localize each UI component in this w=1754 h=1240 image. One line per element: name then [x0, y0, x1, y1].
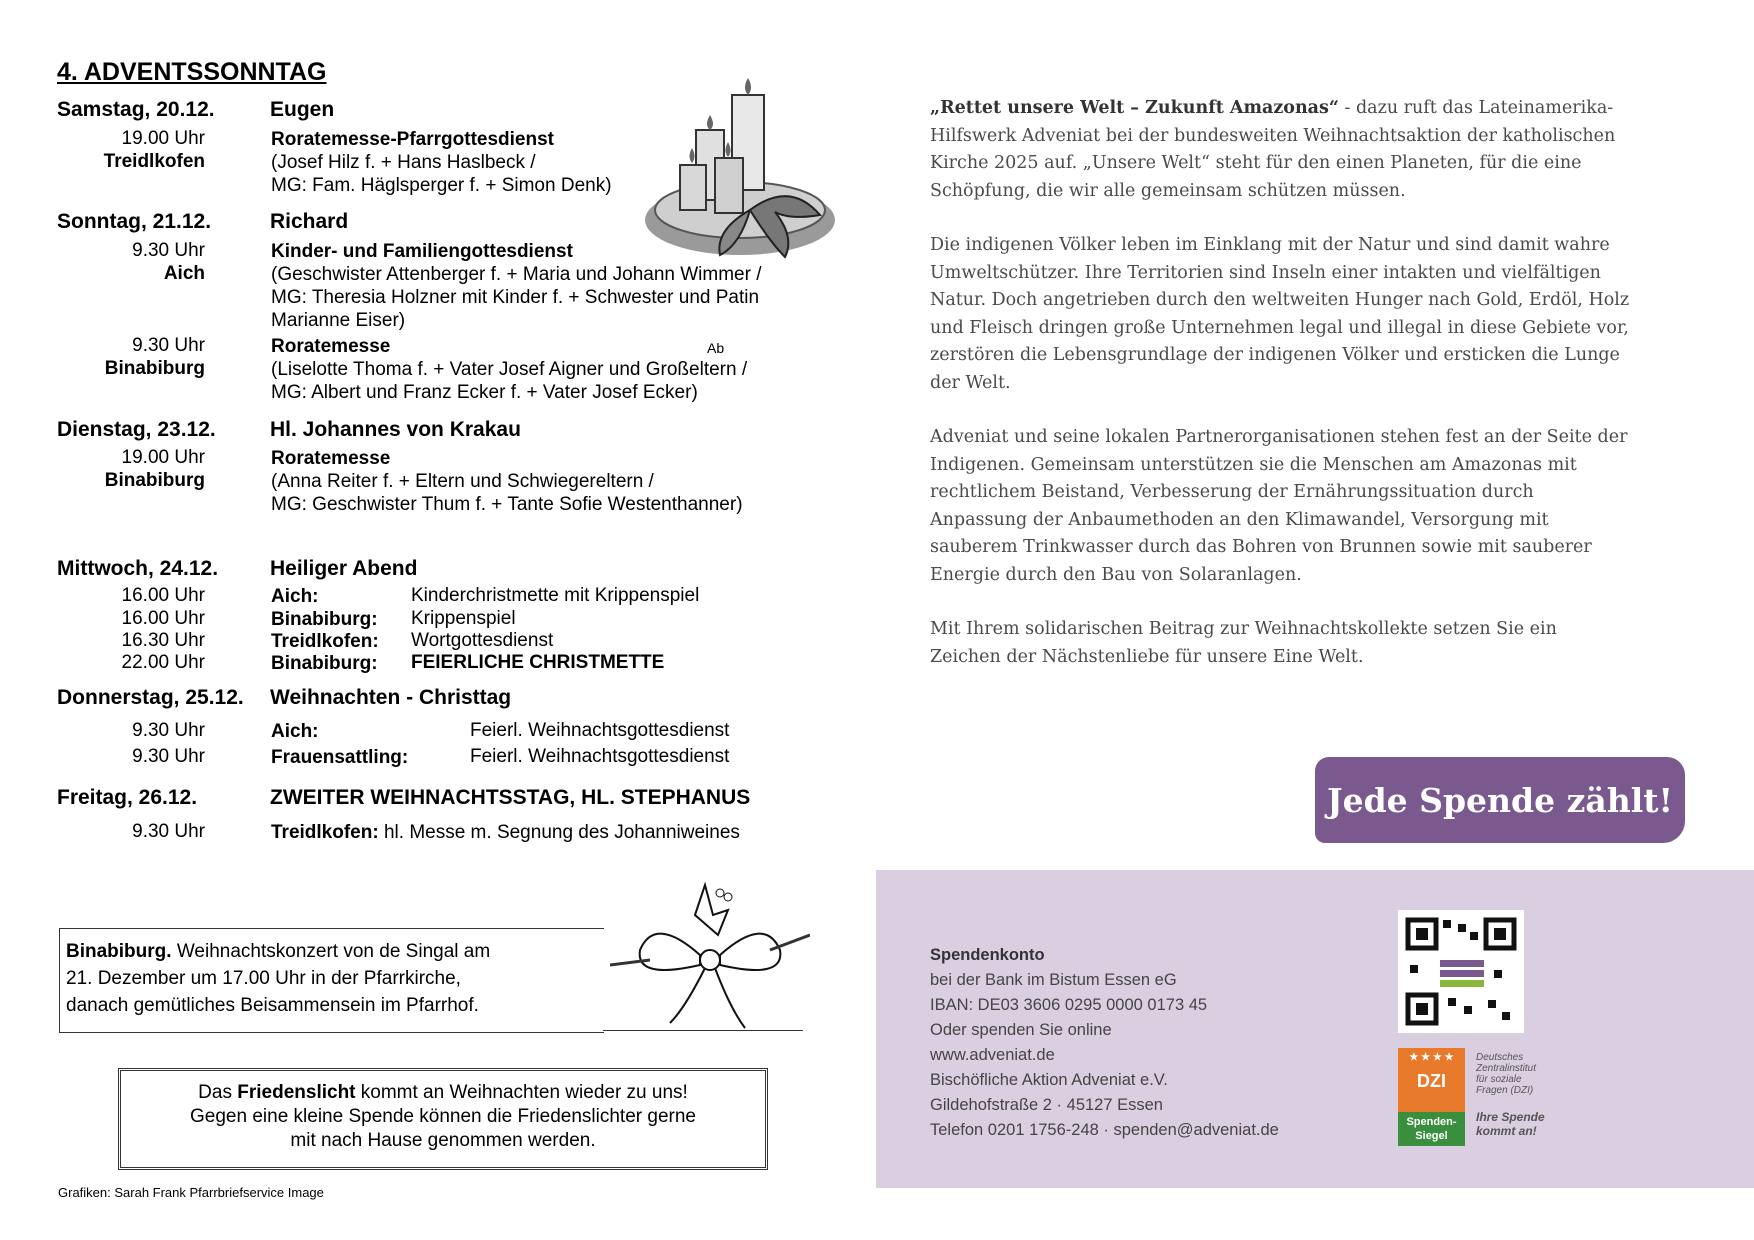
day-name: Weihnachten - Christtag: [270, 686, 512, 709]
dzi-seal: [1398, 1048, 1465, 1146]
concert-line: 21. Dezember um 17.00 Uhr in der Pfarrkirche,: [66, 968, 461, 989]
dzi-seal-text: Siegel: [1415, 1130, 1448, 1142]
mass-place: Frauensattling:: [271, 747, 409, 768]
day-heading-friday: [57, 786, 807, 810]
mass-intention: MG: Theresia Holzner mit Kinder f. + Schwester und Patin: [271, 287, 760, 308]
mass-time: 22.00 Uhr: [121, 652, 205, 673]
mass-time: 16.00 Uhr: [121, 608, 205, 629]
mass-title: Kinder- und Familiengottesdienst: [271, 241, 573, 262]
dzi-label: DZI: [1417, 1071, 1446, 1091]
adveniat-paragraph: Mit Ihrem solidarischen Beitrag zur Weihnachtskollekte setzen Sie ein Zeichen der Nächstenliebe für unsere Eine Welt.: [930, 619, 1557, 667]
mass-time: 9.30 Uhr: [132, 746, 205, 767]
day-date: Samstag, 20.12.: [57, 98, 215, 121]
mass-intention: (Liselotte Thoma f. + Vater Josef Aigner und Großeltern /: [271, 359, 748, 380]
mass-intention: (Josef Hilz f. + Hans Haslbeck /: [271, 152, 536, 173]
mass-place: Treidlkofen:: [271, 822, 379, 843]
mass-time: 9.30 Uhr: [132, 720, 205, 741]
mass-intention: (Geschwister Attenberger f. + Maria und Johann Wimmer /: [271, 264, 762, 285]
mass-time: 9.30 Uhr: [132, 335, 205, 356]
donation-account: [930, 943, 1279, 1143]
day-date: Dienstag, 23.12.: [57, 418, 216, 441]
day-date: Donnerstag, 25.12.: [57, 686, 244, 709]
dzi-description: [1476, 1052, 1545, 1138]
dzi-seal-text: Spenden-: [1406, 1116, 1457, 1128]
mass-time: 19.00 Uhr: [121, 447, 205, 468]
mass-place: Aich:: [271, 721, 319, 742]
day-date: Mittwoch, 24.12.: [57, 557, 219, 580]
account-line: Telefon 0201 1756-248 · spenden@adveniat.de: [930, 1121, 1279, 1139]
day-date: Sonntag, 21.12.: [57, 210, 212, 233]
mass-intention: Marianne Eiser): [271, 310, 406, 331]
account-line: IBAN: DE03 3606 0295 0000 0173 45: [930, 996, 1208, 1014]
mass-place: Binabiburg: [104, 358, 205, 379]
adveniat-headline: „Rettet unsere Welt – Zukunft Amazonas“: [930, 98, 1339, 118]
adveniat-paragraph: Adveniat und seine lokalen Partnerorganisationen stehen fest an der Seite der Indigenen. Gemeinsam unterstützen sie die Menschen am Amazonas mit rechtlichem Beistand, Verbesserung der Ernährungssituation durch Anpassung der Anbaumethoden an den Klimawandel, Versorgung mit sauberem Trinkwasser durch das Bohren von Brunnen sowie mit sauberer Energie durch den Bau von Solaranlagen.: [930, 427, 1628, 585]
mass-intention: MG: Fam. Häglsperger f. + Simon Denk): [271, 175, 612, 196]
account-line: Bischöfliche Aktion Adveniat e.V.: [930, 1071, 1168, 1089]
mass-title: Roratemesse-Pfarrgottesdienst: [271, 129, 554, 150]
note-mark: Ab: [707, 340, 725, 356]
dzi-side-line: für soziale: [1476, 1074, 1522, 1085]
mass-desc: Krippenspiel: [411, 608, 516, 629]
adveniat-text-span: - dazu ruft das Lateinamerika-Hilfswerk Adveniat bei der bundesweiten Weihnachtsaktion der katholischen Kirche 2025 auf. „Unsere Welt“ steht für den einen Planeten, für die eine Schöpfung, die wir alle gemeinsam schützen müssen.: [930, 98, 1616, 201]
day-heading-sunday: [57, 210, 807, 234]
mass-place: Aich: [163, 263, 205, 284]
mass-desc: [271, 821, 740, 844]
dzi-tag-line: Ihre Spende: [1476, 1110, 1545, 1124]
peace-light-bold: Friedenslicht: [237, 1082, 356, 1103]
mass-place: Binabiburg: [104, 470, 205, 491]
peace-light-line: Gegen eine kleine Spende können die Friedenslichter gerne: [190, 1106, 696, 1127]
mass-title: Roratemesse: [271, 448, 391, 469]
mass-desc: Wortgottesdienst: [411, 630, 554, 651]
day-heading-saturday: [57, 98, 807, 122]
mass-desc: Feierl. Weihnachtsgottesdienst: [470, 746, 730, 767]
page-title: 4. ADVENTSSONNTAG: [57, 58, 327, 86]
mass-place: Binabiburg:: [271, 653, 378, 674]
mass-intention: (Anna Reiter f. + Eltern und Schwiegereltern /: [271, 471, 654, 492]
peace-light-box: [118, 1068, 768, 1170]
day-heading-thursday: [57, 686, 807, 710]
dzi-side-line: Zentralinstitut: [1476, 1063, 1537, 1074]
graphics-credit: Grafiken: Sarah Frank Pfarrbriefservice Image: [58, 1185, 324, 1200]
day-heading-wednesday: [57, 557, 807, 581]
mass-place: Treidlkofen: [103, 151, 205, 172]
mass-place: Binabiburg:: [271, 609, 378, 630]
dzi-tag: [1476, 1110, 1545, 1138]
star-icon: ★ ★ ★ ★: [1409, 1052, 1454, 1063]
day-name: Hl. Johannes von Krakau: [270, 418, 521, 441]
day-name: Heiliger Abend: [270, 557, 418, 580]
mass-desc: Feierl. Weihnachtsgottesdienst: [470, 720, 730, 741]
day-name: Richard: [270, 210, 349, 233]
concert-text: [66, 938, 490, 1019]
account-line: www.adveniat.de: [930, 1046, 1055, 1064]
mass-desc: FEIERLICHE CHRISTMETTE: [411, 652, 665, 673]
dzi-side-line: Deutsches: [1476, 1052, 1524, 1063]
mass-place: Treidlkofen:: [271, 631, 379, 652]
holly-bow-illustration: [610, 875, 810, 1050]
day-date: Freitag, 26.12.: [57, 786, 198, 809]
account-line: Gildehofstraße 2 · 45127 Essen: [930, 1096, 1163, 1114]
dzi-seal-bottom: [1398, 1112, 1465, 1146]
qr-code-icon[interactable]: [1398, 910, 1524, 1033]
dzi-side-line: Fragen (DZI): [1476, 1085, 1534, 1096]
donation-banner: Jede Spende zählt!: [1315, 757, 1685, 843]
mass-intention: MG: Geschwister Thum f. + Tante Sofie Westenthanner): [271, 494, 743, 515]
peace-light-line: mit nach Hause genommen werden.: [290, 1130, 596, 1151]
text-span: kommt an Weihnachten wieder zu uns!: [355, 1082, 688, 1103]
dzi-tag-line: kommt an!: [1476, 1124, 1537, 1138]
mass-time: 16.30 Uhr: [121, 630, 205, 651]
mass-title: Roratemesse: [271, 336, 391, 357]
mass-time: 19.00 Uhr: [121, 128, 205, 149]
concert-line: Weihnachtskonzert von de Singal am: [171, 941, 491, 962]
concert-place: Binabiburg.: [66, 941, 172, 962]
text-span: Das: [198, 1082, 238, 1103]
peace-light-line: [121, 1081, 765, 1105]
adveniat-paragraph: [930, 95, 1630, 205]
mass-desc-text: hl. Messe m. Segnung des Johanniweines: [383, 822, 740, 843]
concert-line: danach gemütliches Beisammensein im Pfarrhof.: [66, 995, 479, 1016]
adveniat-paragraph: Die indigenen Völker leben im Einklang mit der Natur und sind damit wahre Umweltschützer. Ihre Territorien sind Inseln einer intakten und vielfältigen Natur. Doch angetrieben durch den weltweiten Hunger nach Gold, Erdöl, Holz und Fleisch dringen große Unternehmen legal und illegal in diese Gebiete vor, zerstören die Lebensgrundlage der indigenen Völker und ersticken die Lunge der Welt.: [930, 235, 1630, 393]
day-name: ZWEITER WEIHNACHTSSTAG, HL. STEPHANUS: [270, 786, 751, 809]
adveniat-text: [930, 95, 1630, 698]
mass-desc: Kinderchristmette mit Krippenspiel: [411, 585, 700, 606]
account-line: Oder spenden Sie online: [930, 1021, 1112, 1039]
mass-intention: MG: Albert und Franz Ecker f. + Vater Josef Ecker): [271, 382, 698, 403]
account-line: bei der Bank im Bistum Essen eG: [930, 971, 1177, 989]
mass-time: 9.30 Uhr: [132, 240, 205, 261]
mass-place: Aich:: [271, 586, 319, 607]
mass-time: 9.30 Uhr: [132, 821, 205, 842]
day-heading-tuesday: [57, 418, 807, 442]
day-name: Eugen: [270, 98, 335, 121]
mass-time: 16.00 Uhr: [121, 585, 205, 606]
account-title: Spendenkonto: [930, 946, 1045, 964]
